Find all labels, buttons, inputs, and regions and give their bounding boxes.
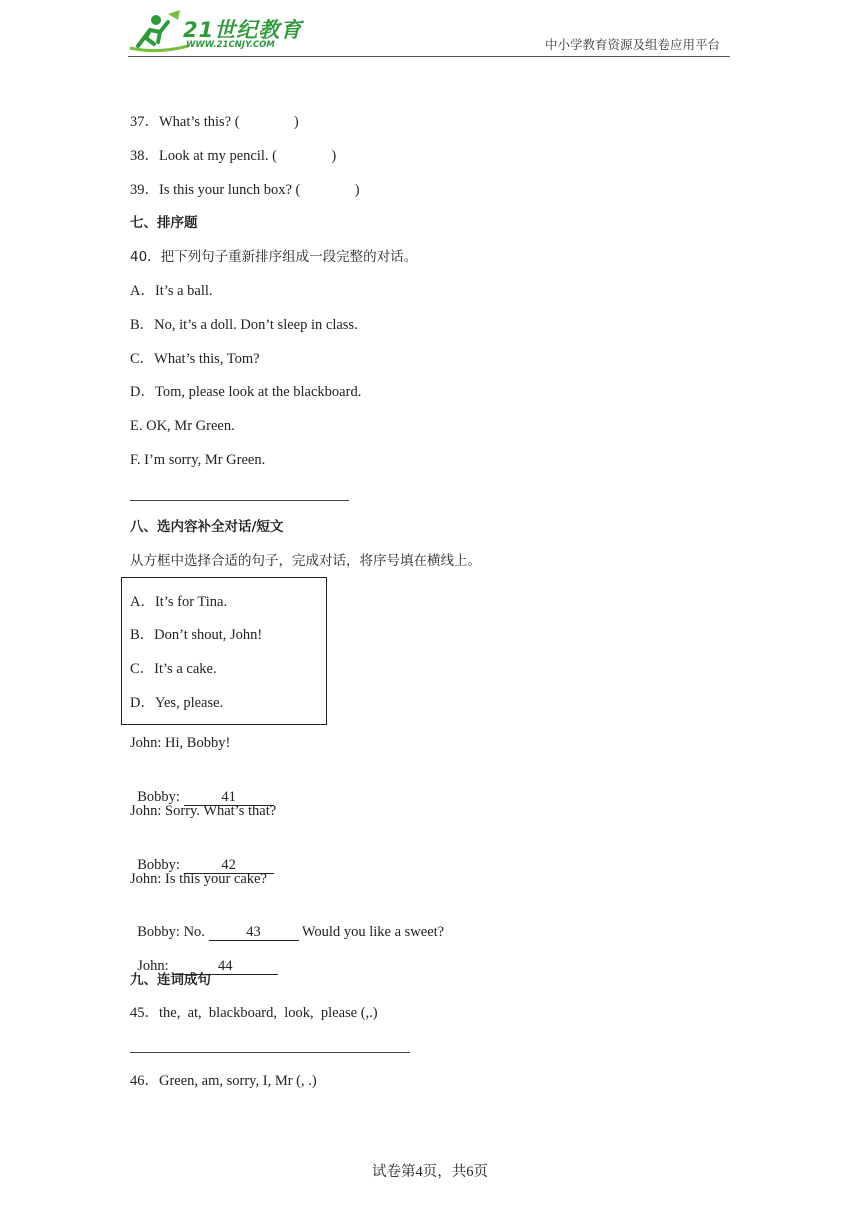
page-header — [128, 4, 730, 57]
dialogue-line-3: John: Sorry. What’s that? — [130, 803, 277, 819]
answer-line-45[interactable] — [130, 1052, 410, 1053]
blank-42[interactable]: 42 — [184, 857, 274, 874]
option-e: E. OK, Mr Green. — [130, 418, 235, 434]
dialogue-suffix: Would you like a sweet? — [298, 924, 445, 940]
section-8-title: 八、选内容补全对话/短文 — [130, 519, 284, 535]
box-option-c: C．It’s a cake. — [130, 661, 217, 677]
option-a: A．It’s a ball. — [130, 283, 213, 299]
box-option-a: A．It’s for Tina. — [130, 594, 228, 610]
section-9-title: 九、连词成句 — [130, 972, 211, 988]
speaker-label: Bobby: — [137, 857, 184, 873]
option-b: B．No, it’s a doll. Don’t sleep in class. — [130, 317, 358, 333]
section-8-instruction: 从方框中选择合适的句子，完成对话，将序号填在横线上。 — [130, 553, 481, 569]
blank-41[interactable]: 41 — [184, 789, 274, 806]
box-option-d: D．Yes, please. — [130, 695, 224, 711]
speaker-label: John: — [137, 958, 173, 974]
page-footer: 试卷第4页，共6页 — [372, 1164, 488, 1180]
question-38: 38．Look at my pencil. ( ) — [130, 148, 337, 164]
logo-url: WWW.21CNJY.COM — [186, 40, 275, 50]
option-d: D．Tom, please look at the blackboard. — [130, 384, 362, 400]
question-37: 37．What’s this? ( ) — [130, 114, 299, 130]
answer-line-40[interactable] — [130, 500, 349, 501]
question-39: 39．Is this your lunch box? ( ) — [130, 182, 360, 198]
blank-44[interactable]: 44 — [172, 958, 278, 975]
box-option-b: B．Don’t shout, John! — [130, 627, 263, 643]
dialogue-line-1: John: Hi, Bobby! — [130, 735, 231, 751]
speaker-label: Bobby: — [137, 789, 184, 805]
blank-43[interactable]: 43 — [209, 924, 299, 941]
speaker-label: Bobby: No. — [137, 924, 209, 940]
option-c: C．What’s this, Tom? — [130, 351, 260, 367]
logo-text: 21世纪教育 — [183, 18, 303, 42]
question-46: 46．Green, am, sorry, I, Mr (, .) — [130, 1073, 317, 1089]
dialogue-line-5: John: Is this your cake? — [130, 871, 267, 887]
option-f: F. I’m sorry, Mr Green. — [130, 452, 266, 468]
site-name: 中小学教育资源及组卷应用平台 — [544, 37, 720, 52]
question-45: 45．the, at, blackboard, look, please (,.) — [130, 1005, 378, 1021]
section-7-title: 七、排序题 — [130, 215, 198, 231]
question-40: 40．把下列句子重新排序组成一段完整的对话。 — [130, 249, 418, 265]
